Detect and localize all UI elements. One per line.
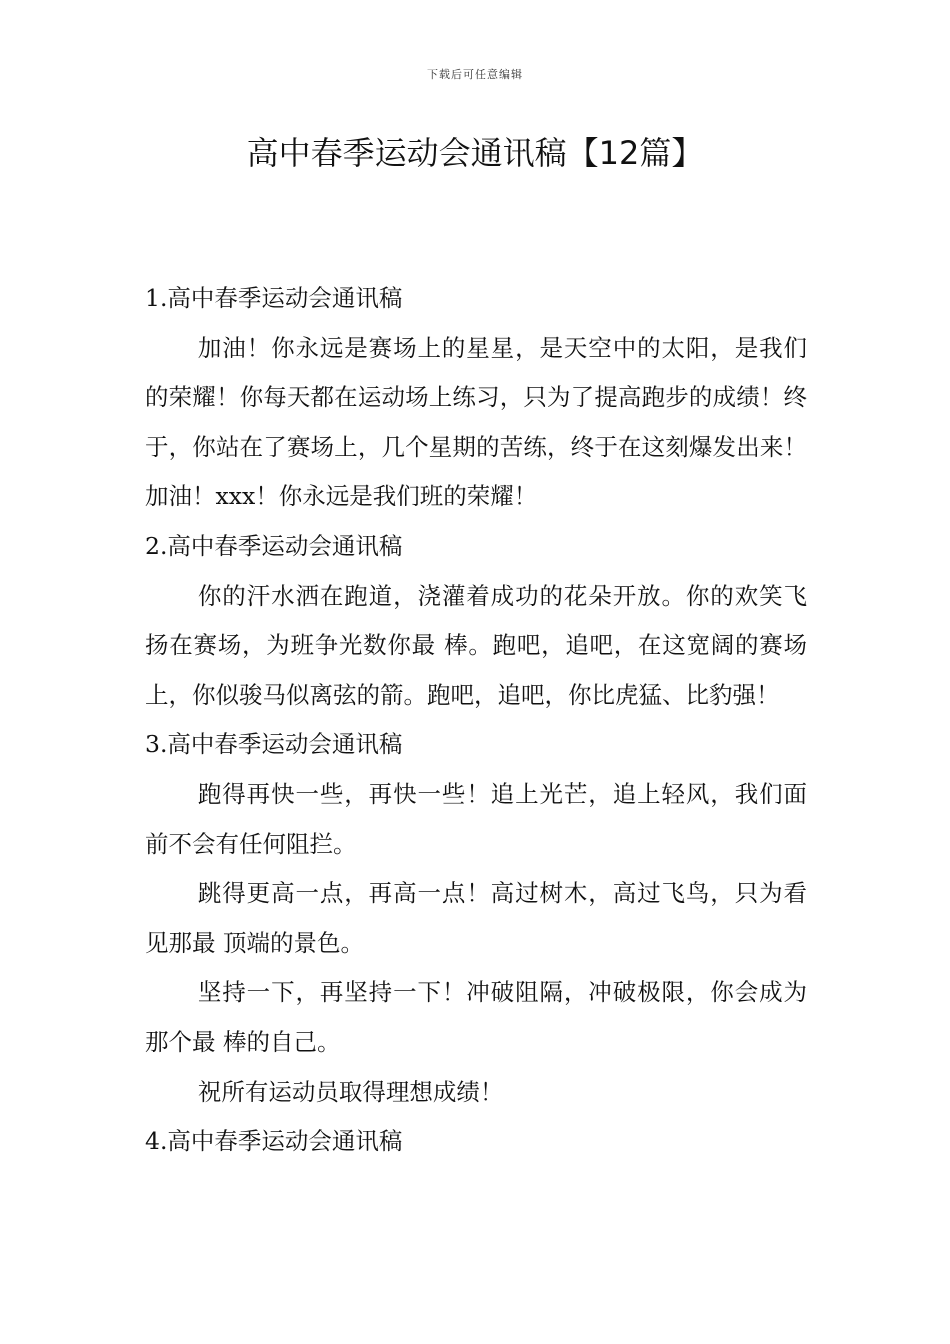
section-paragraph: 跳得更高一点，再高一点！高过树木，高过飞鸟，只为看见那最 顶端的景色。: [145, 879, 807, 957]
section-paragraph: 加油！你永远是赛场上的星星，是天空中的太阳，是我们的荣耀！你每天都在运动场上练习，只为了提高跑步的成绩！终于，你站在了赛场上，几个星期的苦练，终于在这刻爆发出来！加油！xxx！你永远是我们班的荣耀！: [145, 333, 807, 511]
section-paragraph: 跑得再快一些，再快一些！追上光芒，追上轻风，我们面前不会有任何阻拦。: [145, 779, 807, 858]
section-paragraph: 祝所有运动员取得理想成绩！: [197, 1077, 504, 1106]
header-note: 下载后可任意编辑: [427, 68, 523, 81]
section-heading: 4.高中春季运动会通讯稿: [145, 1127, 403, 1156]
section-heading: 1.高中春季运动会通讯稿: [145, 284, 403, 312]
section-heading: 3.高中春季运动会通讯稿: [145, 730, 403, 759]
section-heading: 2.高中春季运动会通讯稿: [145, 531, 403, 560]
document-body: [145, 274, 807, 1167]
section-paragraph: 坚持一下，再坚持一下！冲破阻隔，冲破极限，你会成为那个最 棒的自己。: [145, 978, 807, 1056]
section-paragraph: 你的汗水洒在跑道，浇灌着成功的花朵开放。你的欢笑飞扬在赛场，为班争光数你最 棒。跑吧，追吧，在这宽阔的赛场上，你似骏马似离弦的箭。跑吧，追吧，你比虎猛、比豹强！: [145, 581, 807, 709]
document-title: 高中春季运动会通讯稿【12篇】: [246, 134, 704, 172]
